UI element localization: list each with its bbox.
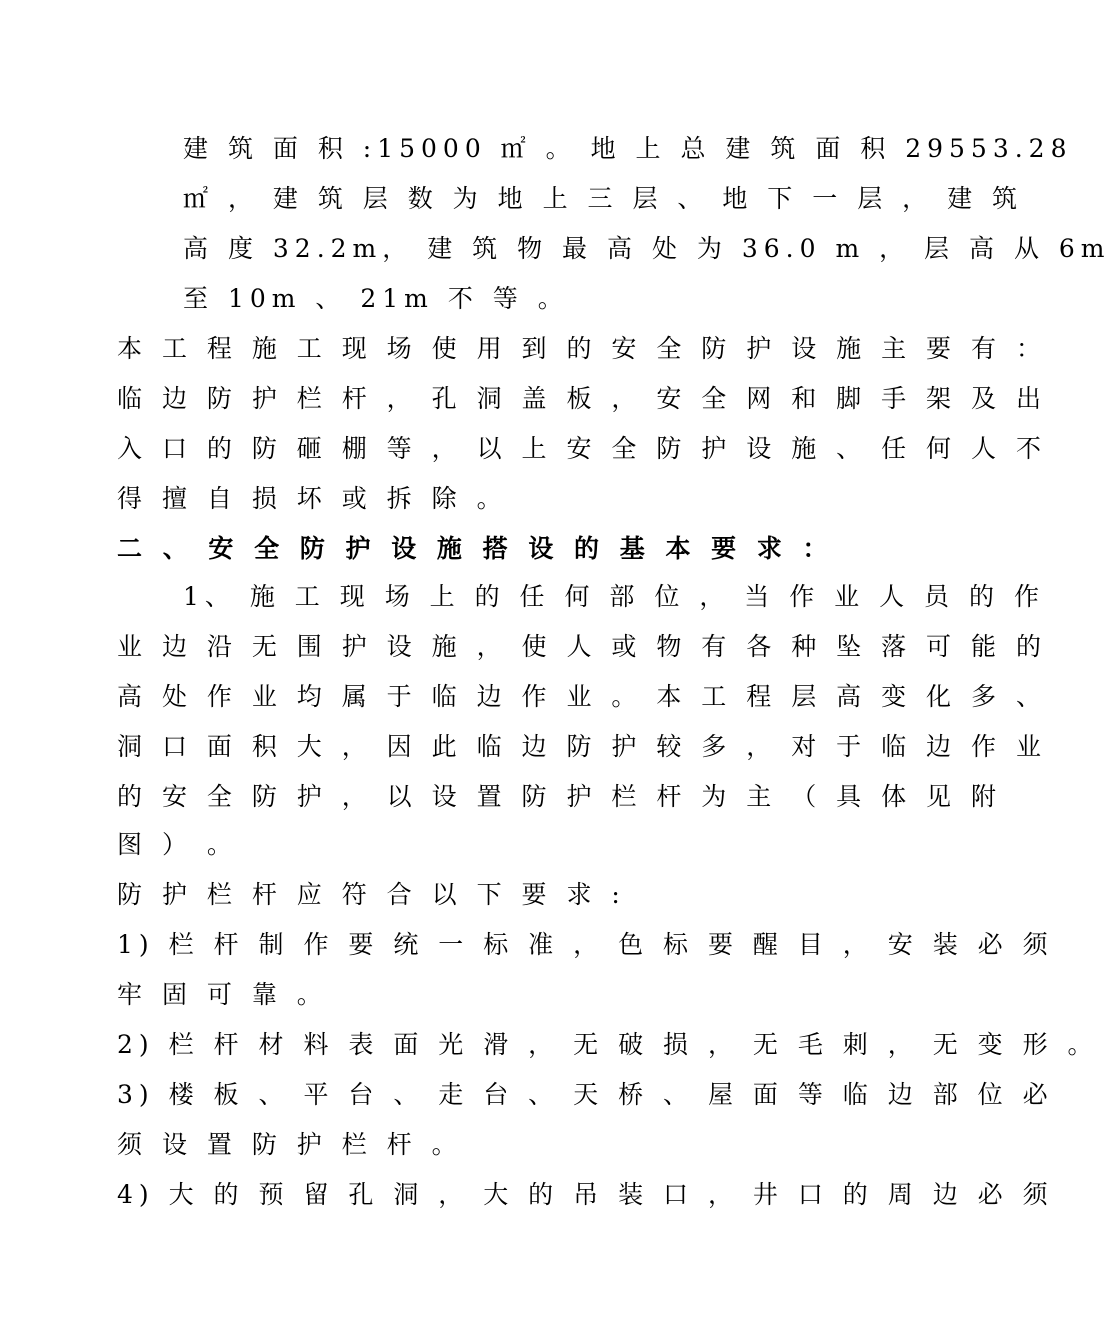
paragraph-line: 建 筑 面 积 :15000 ㎡ 。 地 上 总 建 筑 面 积 29553.28 bbox=[183, 134, 1073, 163]
paragraph-line: 入 口 的 防 砸 棚 等 ， 以 上 安 全 防 护 设 施 、 任 何 人 不 bbox=[117, 434, 1047, 463]
list-item: 3) 楼 板 、 平 台 、 走 台 、 天 桥 、 屋 面 等 临 边 部 位 必 bbox=[117, 1080, 1054, 1109]
list-item: 1) 栏 杆 制 作 要 统 一 标 准 ， 色 标 要 醒 目 ， 安 装 必 须 bbox=[117, 930, 1054, 959]
list-item: 须 设 置 防 护 栏 杆 。 bbox=[117, 1130, 463, 1159]
paragraph-line: 业 边 沿 无 围 护 设 施 ， 使 人 或 物 有 各 种 坠 落 可 能 的 bbox=[117, 632, 1047, 661]
list-item: 4) 大 的 预 留 孔 洞 ， 大 的 吊 装 口 ， 井 口 的 周 边 必 须 bbox=[117, 1180, 1054, 1209]
section-heading: 二 、 安 全 防 护 设 施 搭 设 的 基 本 要 求 ： bbox=[117, 534, 834, 563]
paragraph-line: 高 度 32.2m， 建 筑 物 最 高 处 为 36.0 m ， 层 高 从 6m bbox=[183, 234, 1111, 263]
list-item: 牢 固 可 靠 。 bbox=[117, 980, 328, 1009]
paragraph-line: 的 安 全 防 护 ， 以 设 置 防 护 栏 杆 为 主 （ 具 体 见 附 bbox=[117, 782, 1002, 811]
list-intro: 防 护 栏 杆 应 符 合 以 下 要 求 : bbox=[117, 880, 626, 909]
paragraph-line: 本 工 程 施 工 现 场 使 用 到 的 安 全 防 护 设 施 主 要 有 ： bbox=[117, 334, 1047, 363]
list-item: 2) 栏 杆 材 料 表 面 光 滑 ， 无 破 损 ， 无 毛 刺 ， 无 变 形 。 bbox=[117, 1030, 1099, 1059]
paragraph-line: 图 ） 。 bbox=[117, 830, 238, 859]
paragraph-line: 临 边 防 护 栏 杆 ， 孔 洞 盖 板 ， 安 全 网 和 脚 手 架 及 出 bbox=[117, 384, 1047, 413]
paragraph-line: 高 处 作 业 均 属 于 临 边 作 业 。 本 工 程 层 高 变 化 多 、 bbox=[117, 682, 1047, 711]
paragraph-line: 得 擅 自 损 坏 或 拆 除 。 bbox=[117, 484, 508, 513]
paragraph-line: 1、 施 工 现 场 上 的 任 何 部 位 ， 当 作 业 人 员 的 作 bbox=[183, 582, 1045, 611]
paragraph-line: 洞 口 面 积 大 ， 因 此 临 边 防 护 较 多 ， 对 于 临 边 作 业 bbox=[117, 732, 1047, 761]
paragraph-line: ㎡ ， 建 筑 层 数 为 地 上 三 层 、 地 下 一 层 ， 建 筑 bbox=[183, 184, 1024, 213]
paragraph-line: 至 10m 、 21m 不 等 。 bbox=[183, 284, 569, 313]
